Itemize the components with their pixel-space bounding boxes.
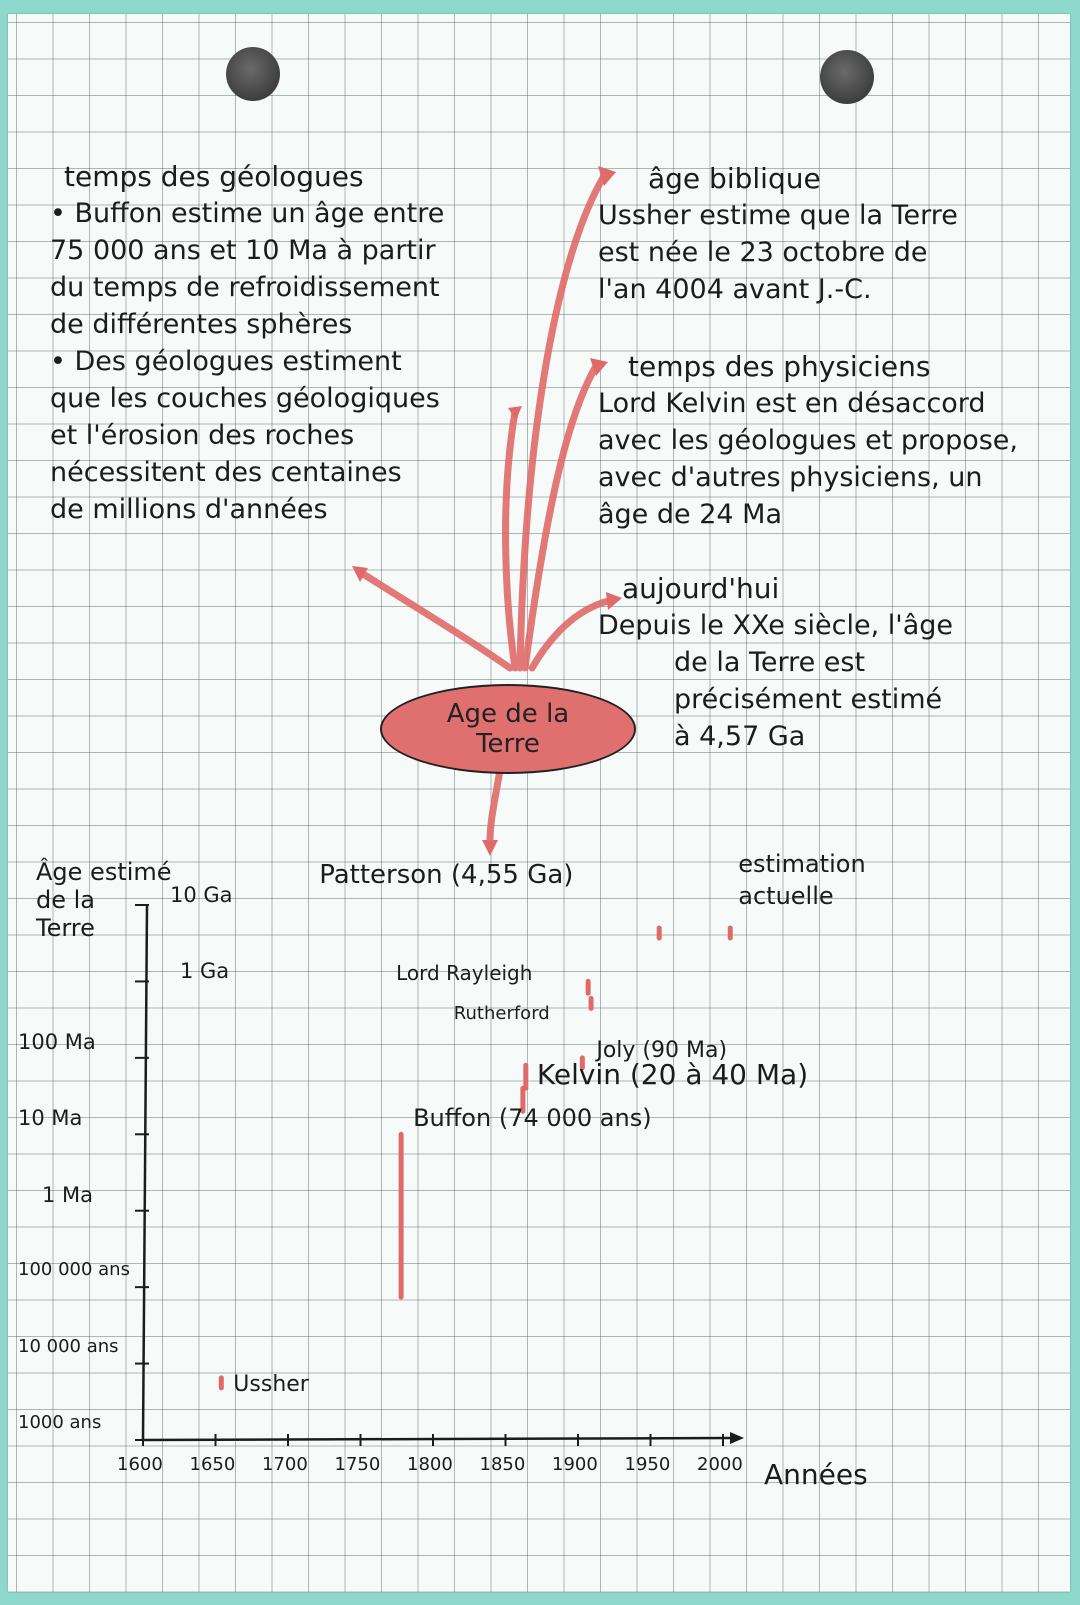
- biblical-line: l'an 4004 avant J.-C.: [598, 274, 872, 305]
- estimate-label-lord-rayleigh: Lord Rayleigh: [396, 961, 533, 986]
- geologists-line: de millions d'années: [50, 494, 328, 525]
- today-line: Depuis le XXe siècle, l'âge: [598, 610, 953, 641]
- physicists-line: avec les géologues et propose,: [598, 425, 1018, 456]
- geologists-line: 75 000 ans et 10 Ma à partir: [50, 235, 436, 266]
- y-axis: [143, 905, 147, 1440]
- x-tick-label: 1600: [117, 1454, 163, 1475]
- physicists-title: temps des physiciens: [628, 350, 931, 383]
- estimate-label-ussher: Ussher: [233, 1371, 309, 1397]
- center-node-line2: Terre: [476, 729, 540, 759]
- estimate-label-estimation-actuelle: estimation actuelle: [738, 850, 866, 910]
- y-tick-label: 10 Ma: [18, 1106, 83, 1131]
- estimate-label-buffon: Buffon (74 000 ans): [413, 1104, 652, 1133]
- today-line: à 4,57 Ga: [674, 721, 806, 752]
- x-tick-label: 1850: [479, 1454, 526, 1475]
- y-tick-label: 100 000 ans: [18, 1259, 130, 1281]
- geologists-line: du temps de refroidissement: [50, 272, 440, 303]
- geologists-line: et l'érosion des roches: [50, 420, 355, 451]
- geologists-line: que les couches géologiques: [50, 383, 440, 414]
- x-tick-label: 1900: [552, 1454, 598, 1475]
- x-tick-label: 1750: [334, 1454, 381, 1475]
- chart-ylabel-line: de la: [36, 886, 96, 914]
- x-tick-label: 1700: [262, 1454, 308, 1475]
- x-tick-label: 1650: [189, 1454, 236, 1475]
- estimate-label-patterson: Patterson (4,55 Ga): [319, 860, 574, 890]
- chart-marks: [221, 928, 730, 1388]
- y-tick-label: 1000 ans: [18, 1412, 102, 1433]
- physicists-line: Lord Kelvin est en désaccord: [598, 388, 986, 419]
- biblical-line: est née le 23 octobre de: [598, 237, 928, 268]
- biblical-line: Ussher estime que la Terre: [598, 200, 958, 231]
- today-title: aujourd'hui: [622, 572, 780, 605]
- x-axis-arrow: [730, 1432, 744, 1444]
- y-tick-label: 100 Ma: [18, 1029, 96, 1054]
- x-axis: [143, 1438, 730, 1440]
- chart-ylabel-line: Terre: [36, 914, 95, 942]
- x-tick-label: 1950: [624, 1454, 671, 1475]
- estimate-label-kelvin: Kelvin (20 à 40 Ma): [536, 1058, 809, 1092]
- y-tick-label: 10 000 ans: [18, 1335, 119, 1357]
- x-tick-label: 2000: [697, 1454, 743, 1475]
- physicists-line: avec d'autres physiciens, un: [598, 462, 983, 493]
- chart-ticks: [135, 905, 723, 1446]
- today-line: de la Terre est: [674, 647, 866, 678]
- today-line: précisément estimé: [674, 684, 943, 715]
- estimate-label-joly: Joly (90 Ma): [596, 1037, 728, 1063]
- biblical-title: âge biblique: [648, 162, 821, 195]
- geologists-line: • Buffon estime un âge entre: [50, 198, 445, 229]
- y-tick-label: 10 Ga: [170, 883, 233, 907]
- center-node-line1: Age de la: [446, 699, 570, 729]
- geologists-title: temps des géologues: [64, 160, 364, 193]
- chart-ylabel-line: Âge estimé: [36, 858, 172, 886]
- chart-xlabel: Années: [764, 1458, 868, 1491]
- estimate-label-rutherford: Rutherford: [453, 1003, 550, 1025]
- chart-axes: [143, 905, 744, 1444]
- y-tick-label: 1 Ma: [42, 1182, 94, 1207]
- physicists-line: âge de 24 Ma: [598, 499, 782, 530]
- x-tick-label: 1800: [407, 1454, 453, 1475]
- geologists-line: nécessitent des centaines: [50, 457, 402, 488]
- geologists-line: • Des géologues estiment: [50, 346, 402, 377]
- y-tick-label: 1 Ga: [180, 959, 230, 984]
- geologists-line: de différentes sphères: [50, 309, 353, 340]
